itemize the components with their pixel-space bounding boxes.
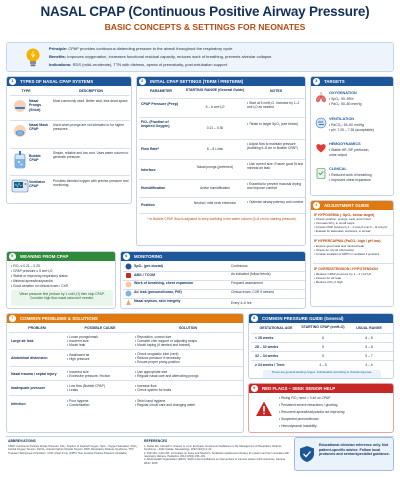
ga-usual: 5 – 8 — [365, 345, 373, 349]
adj-line: • Assess for air leak — [314, 276, 342, 280]
ga-usual: 5 – 7 — [365, 354, 373, 358]
problem-label: Inadequate pressure — [11, 386, 46, 390]
problem-solution: • Strict hand hygiene • Regular circuit care and changing water — [135, 399, 196, 408]
red-flag-line: • Recurrent apnea/bradycardia not improving — [279, 410, 345, 414]
ga-usual: 4 – 6 — [365, 363, 373, 367]
col-parameter: PARAMETER — [150, 89, 172, 93]
monitor-item: ABG / TCOM — [134, 273, 155, 277]
ventilator-icon — [11, 179, 29, 195]
page-subtitle: BASIC CONCEPTS & SETTINGS FOR NEONATES — [104, 22, 306, 32]
type-label: Bubble CPAP — [29, 154, 41, 163]
weaning-note: Wean pressure first (reduce by 1 cmH₂O) then stop CPAP. Consider high-flow nasal cannula if needed. — [19, 292, 105, 301]
type-desc: Provides blended oxygen with precise pressure and monitoring. — [53, 179, 129, 188]
col-problem: PROBLEM — [28, 326, 46, 330]
ga-usual: 6 – 8 — [365, 336, 373, 340]
type-desc: Used when prongs are not tolerated or for higher pressures. — [53, 123, 125, 132]
target-line: • SpO₂: 90–95% — [329, 97, 354, 101]
disclaimer-box — [294, 437, 394, 471]
red-flag-line: • Persistent severe retractions / grunting — [279, 403, 338, 407]
adj-line: • Reduce FiO₂ if high — [314, 280, 343, 284]
adj-line: • Check for circuit obstruction — [314, 248, 355, 252]
section-problems-solutions — [6, 313, 244, 433]
section-types — [6, 76, 132, 204]
section-header: 9 RED FLAGS – SEEK SENIOR HELP — [249, 384, 393, 393]
clinical-title: CLINICAL — [329, 167, 347, 171]
adj-line: • Increase CPAP pressure by 1 – 2 cmH₂O (max 8 – 10 cmH₂O) — [314, 226, 388, 229]
type-label: Nasal Prongs (Short) — [29, 99, 42, 112]
col-cause: POSSIBLE CAUSE — [84, 326, 116, 330]
param-range: Nasal prongs (preferred) — [197, 165, 233, 169]
param-notes: • Optimise airway patency and comfort — [247, 200, 304, 204]
monitor-item: Nasal septum, skin integrity — [134, 299, 181, 303]
target-line: • pH: 7.25 – 7.35 (acceptable) — [329, 128, 374, 132]
col-usual-range: USUAL RANGE — [356, 326, 382, 330]
target-line: • Improved chest expansion — [329, 178, 371, 182]
references-text: 1. Sweet DG, Carnielli V, Greisen G, et al. European Consensus Guidelines on the Management of Respiratory Distress Syndrome – 2022 Update. Neonatology. 2023;120(1):3–23. 2. Polin RA, Carlo WA; Committee on Fetus and Newborn. Surfactant replacement therapy for preterm and term neonates with respiratory distress. Pediatrics. 2014;133(1):156–163. 3. World Health Organization (WHO). WHO recommendations on interventions to improve preterm birth outcomes. Geneva: WHO; 2015. — [144, 445, 290, 465]
col-solution: SOLUTION — [178, 326, 198, 330]
blood-gas-icon — [125, 272, 132, 279]
principle-box — [6, 42, 394, 72]
problem-solution: • Reposition, correct size • Consider chin support or adjusting straps • Mouth taping (if needed and trained) — [135, 335, 197, 348]
param-label: Flow Rate* — [141, 147, 159, 151]
problem-label: Infection — [11, 402, 26, 406]
monitor-frequency: Clinical exam, CXR if needed — [231, 290, 274, 294]
ga-label: < 28 weeks — [255, 336, 274, 340]
section-header: 7 COMMON PROBLEMS & SOLUTIONS — [7, 314, 243, 323]
section-header: 6 MONITORING — [121, 252, 305, 261]
lightbulb-icon — [23, 47, 43, 69]
adj-line: • Check position, prongs, seal, and circuit — [314, 217, 371, 221]
col-description: DESCRIPTION — [79, 89, 103, 93]
type-desc: Most commonly used. Better seal, less dead space. — [53, 99, 129, 103]
nasal-prongs-icon — [11, 99, 29, 113]
problem-cause: • Low flow (Bubble CPAP) • Leaks — [67, 384, 105, 393]
pulse-oximeter-icon — [125, 263, 132, 270]
problem-cause: • Swallowed air • High pressure — [67, 353, 90, 362]
shield-icon — [299, 445, 315, 463]
param-range: 0.21 – 0.30 — [206, 126, 224, 130]
target-line: • Stable HR, BP, perfusion, — [329, 148, 370, 152]
hypercapnia-title: IF HYPERCAPNIA (PaCO₂ high / pH low) — [314, 239, 381, 243]
hemodynamics-title: HEMODYNAMICS — [329, 142, 361, 146]
section-header: 4 ADJUSTMENT GUIDE — [311, 201, 393, 210]
col-type: TYPE — [21, 89, 31, 93]
bubble-bottle-icon — [12, 151, 28, 169]
ga-label: 28 – 32 weeks — [255, 345, 279, 349]
param-notes: • Adjust flow to maintain pressure (bubbling 6–8 cm in Bubble CPAP) — [247, 142, 298, 151]
param-notes: • Use correct size. Ensure good fit and minimal air leak — [247, 162, 304, 171]
problem-solution: • Increase flow • Check system for leaks — [135, 384, 172, 393]
section-red-flags — [248, 383, 394, 433]
page-title: NASAL CPAP (Continuous Positive Airway Pressure) — [40, 4, 370, 19]
target-line: urine output — [329, 153, 347, 157]
red-flag-line: • Suspected pneumothorax — [279, 417, 319, 421]
monitor-item: Work of breathing, chest expansion — [134, 281, 194, 285]
section-header: 5 WEANING FROM CPAP — [7, 252, 115, 261]
section-header: 3 TARGETS — [311, 77, 393, 86]
red-flag-line: • Hemodynamic instability — [279, 424, 317, 428]
section-pressure-guide — [248, 313, 394, 379]
target-line: • PaCO₂: 45–60 mmHg — [329, 123, 364, 127]
section-adjustment-guide — [310, 200, 394, 307]
pressure-note: These are general starting ranges. Individualize according to clinical response. — [271, 369, 373, 374]
problem-label: Nasal trauma / septal injury — [11, 372, 57, 376]
monitor-frequency: As indicated (follow trends) — [231, 272, 271, 276]
monitor-frequency: Frequent assessment — [231, 281, 263, 285]
col-range: STARTING RANGE (General Guide) — [185, 88, 245, 92]
target-line: • PaO₂: 50–80 mmHg — [329, 102, 362, 106]
section-monitoring — [120, 251, 306, 309]
warning-icon — [255, 400, 273, 418]
problem-cause: • Poor hygiene • Condensation — [67, 399, 90, 408]
param-label: Position — [141, 203, 155, 207]
section-targets — [310, 76, 394, 196]
red-flag-line: • Rising FiO₂ need > 0.40 on CPAP — [279, 396, 331, 400]
oxygenation-title: OXYGENATION — [329, 91, 357, 95]
param-range: 6 – 8 L/min — [206, 147, 224, 151]
param-range: 5 – 6 cmH₂O — [205, 105, 225, 109]
air-leak-icon — [125, 290, 132, 297]
type-label: Nasal Mask CPAP — [29, 123, 49, 132]
param-notes: • Titrate to target SpO₂ (see below) — [247, 122, 298, 126]
nose-icon — [125, 299, 132, 306]
param-range: Active humidification — [199, 186, 231, 190]
adj-line: • Consider escalation to NIPPV or ventilation if persistent — [314, 253, 380, 256]
heart-icon — [315, 142, 327, 154]
weaning-line: • Minimal apnea/bradycardia — [11, 279, 53, 283]
lungs-icon — [315, 91, 327, 103]
type-desc: Simple, reliable and low cost. Uses water column to generate pressure. — [53, 151, 129, 160]
monitor-frequency: Continuous — [231, 264, 248, 268]
airflow-icon — [315, 117, 327, 129]
abbreviations-title: ABBREVIATIONS — [8, 439, 36, 443]
col-gestational-age: GESTATIONAL AGE — [259, 326, 293, 330]
weaning-line: • Stable or improving respiratory status — [11, 274, 68, 278]
problem-label: Large air leak — [11, 339, 34, 343]
problem-solution: • Check orogastric tube (vent) • Reduce pressure if necessary • Ensure proper prong position — [135, 352, 181, 365]
section-header: 8 COMMON PRESSURE GUIDE (General) — [249, 314, 393, 323]
overdistension-title: IF OVERDISTENSION / HYPOTENSION — [314, 267, 378, 271]
problem-solution: • Use appropriate size • Regular nasal care and alternating prongs — [135, 370, 199, 379]
benefits-line: Benefits: Improves oxygenation, increases functional residual capacity, reduces work of breathing, prevents alveolar collapse. — [49, 54, 273, 59]
ga-start: 6 — [322, 336, 324, 340]
monitor-item: Air leak (pneumothorax, PIE) — [134, 290, 182, 294]
section-weaning — [6, 251, 116, 309]
ventilation-title: VENTILATION — [329, 117, 355, 121]
section-header: 2 INITIAL CPAP SETTINGS (TERM / PRETERM) — [137, 77, 305, 86]
param-range: Neutral / mild neck extension — [193, 201, 237, 205]
ga-start: 5 — [322, 345, 324, 349]
param-label: FiO₂ (Fraction of Inspired Oxygen) — [141, 120, 170, 129]
flow-footnote: * In Bubble CPAP, flow is adjusted to keep bubbling in the water column (6–8 cm for starting pressure). — [147, 217, 297, 221]
param-label: Interface — [141, 168, 156, 172]
hypoxemia-title: IF HYPOXEMIA (↓SpO₂ below target) — [314, 213, 375, 217]
adj-line: • Evaluate for atelectasis, secretions, or air leak — [314, 230, 371, 233]
adj-line: • Ensure good seal and minimal leak — [314, 244, 365, 248]
clipboard-icon — [315, 167, 327, 179]
weaning-line: • Good aeration on clinical exam / CXR — [11, 284, 69, 288]
type-label: Ventilator CPAP — [29, 180, 45, 189]
abbreviations-text: CPAP: Continuous Positive Airway Pressure, FiO₂: Fraction of Inspired Oxygen, SpO₂: Oxygen Saturation, PaO₂: Arterial Oxygen Tension, PaCO₂: Arterial Carbon Dioxide Tension, RDS: Respiratory Distress Syndrome, TTN: Transient Tachypnea of Newborn, CXR: Chest X-ray, NIPPV: Non-Invasive Positive Pressure Ventilation — [8, 445, 138, 455]
weaning-line: • CPAP pressure ≤ 5 cmH₂O — [11, 269, 53, 273]
adj-line: • Increase FiO₂ in small steps — [314, 221, 355, 225]
ga-start: 4 – 5 — [319, 363, 327, 367]
monitor-frequency: Every 4–6 hrs — [231, 301, 252, 305]
col-starting-cpap: STARTING CPAP (cmH₂O) — [301, 325, 345, 329]
param-label: Humidification — [141, 186, 166, 190]
weaning-line: • FiO₂ ≤ 0.21 – 0.25 — [11, 264, 40, 268]
references-title: REFERENCES — [144, 439, 168, 443]
ga-label: 32 – 34 weeks — [255, 354, 279, 358]
adj-line: • Reduce CPAP pressure by 1 – 2 cmH₂O — [314, 272, 372, 276]
section-initial-settings — [136, 76, 306, 246]
param-label: CPAP Pressure (Peep) — [141, 102, 179, 106]
indications-line: Indications: RDS (mild–moderate), TTN with distress, apnea of prematurity, post-extubation support. — [49, 62, 229, 67]
monitor-item: SpO₂ (pre-ductal) — [134, 264, 163, 268]
ga-start: 5 — [322, 354, 324, 358]
section-header: 1 TYPES OF NASAL CPAP SYSTEMS — [7, 77, 131, 86]
target-line: • Reduced work of breathing — [329, 173, 372, 177]
nasal-mask-icon — [11, 124, 29, 138]
col-notes: NOTES — [269, 89, 283, 93]
param-notes: • Essential to prevent mucosal drying and improve comfort — [247, 182, 302, 191]
problem-label: Abdominal distension — [11, 356, 48, 360]
disclaimer-text: Educational clinician reference only. Not patient-specific advice. Follow local protocols and senior/specialist guidance. — [319, 443, 390, 457]
problem-cause: • Incorrect size • Excessive pressure / friction — [67, 370, 111, 379]
baby-icon — [125, 281, 132, 288]
principle-line: Principle: CPAP provides continuous distending pressure to the alveoli throughout the respiratory cycle. — [49, 46, 234, 51]
problem-cause: • Loose prongs/mask • Incorrect size • Mouth leak — [67, 335, 98, 348]
ga-label: ≥ 34 weeks / Term — [255, 363, 285, 367]
param-notes: • Start at 5 cmH₂O. Increase by 1–2 cmH₂O as needed — [247, 101, 300, 110]
